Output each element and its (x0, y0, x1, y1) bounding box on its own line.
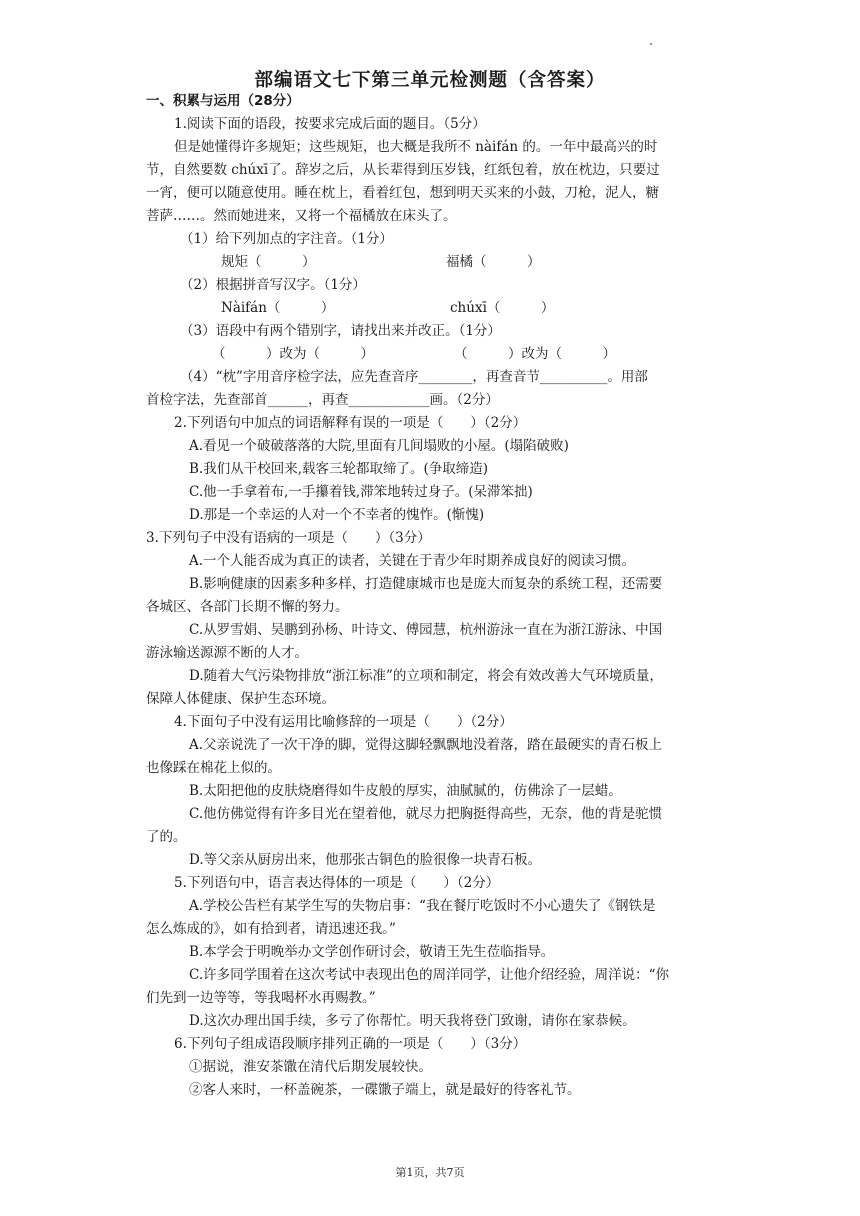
option-line: D.随着大气污染物排放“浙江标准”的立项和制定，将会有效改善大气环境质量， (189, 668, 663, 684)
sentence-line: ①据说，淮安茶馓在清代后期发展较快。 (189, 1059, 432, 1075)
option-line: A.一个人能否成为真正的读者，关键在于青少年时期养成良好的阅读习惯。 (189, 553, 636, 569)
option-line-cont: 各城区、各部门长期不懈的努力。 (146, 599, 349, 615)
option-line: C.他仿佛觉得有许多目光在望着他，就尽力把胸挺得高些，无奈，他的背是驼惯 (189, 806, 663, 822)
answer-blank: Nàifán（ ） (221, 300, 335, 316)
subquestion-2: （2）根据拼音写汉字。（1分） (180, 277, 366, 293)
subquestion-3: （3）语段中有两个错别字，请找出来并改正。（1分） (180, 323, 501, 339)
answer-blank: 规矩（ ） (221, 254, 316, 270)
option-line-cont: 也像踩在棉花上似的。 (146, 760, 281, 776)
option-line-cont: 保障人体健康、保护生态环境。 (146, 691, 335, 707)
option-line: B.太阳把他的皮肤烧磨得如牛皮般的厚实，油腻腻的，仿佛涂了一层蜡。 (189, 783, 622, 799)
scan-speck (650, 43, 652, 45)
option-line: A.学校公告栏有某学生写的失物启事：“我在餐厅吃饭时不小心遗失了《钢铁是 (189, 898, 656, 914)
option-line: C.他一手拿着布,一手攥着钱,滞笨地转过身子。(呆滞笨拙) (189, 484, 533, 500)
answer-blank: chúxī（ ） (450, 300, 555, 316)
option-line: D.这次办理出国手续，多亏了你帮忙。明天我将登门致谢，请你在家恭候。 (189, 1013, 636, 1029)
option-line-cont: 们先到一边等等，等我喝杯水再赐教。” (146, 990, 376, 1006)
answer-blank: （ ）改为（ ） (454, 346, 616, 362)
sentence-line: ②客人来时，一杯盖碗茶，一碟馓子端上，就是最好的待客礼节。 (189, 1082, 581, 1098)
subquestion-4-cont: 首检字法，先查部首______，再查____________画。（2分） (146, 392, 499, 408)
option-line: B.影响健康的因素多种多样，打造健康城市也是庞大而复杂的系统工程，还需要 (189, 576, 663, 592)
option-line: B.我们从干校回来,载客三轮都取缔了。(争取缔造) (189, 461, 489, 477)
option-line-cont: 怎么炼成的》，如有拾到者，请迅速还我。” (146, 921, 396, 937)
option-line: B.本学会于明晚举办文学创作研讨会，敬请王先生莅临指导。 (189, 944, 555, 960)
subquestion-4: （4）“枕”字用音序检字法，应先查音序________，再查音节__________。用部 (180, 369, 648, 385)
option-line-cont: 游泳输送源源不断的人才。 (146, 645, 308, 661)
passage-line: 菩萨……。然而她进来，又将一个福橘放在床头了。 (146, 208, 457, 224)
page-footer: 第1页，共7页 (395, 1166, 465, 1179)
option-line: A.看见一个破破落落的大院,里面有几间塌败的小屋。(塌陷破败) (189, 438, 569, 454)
passage-line: 但是她懂得许多规矩；这些规矩，也大概是我所不 nàifán 的。一年中最高兴的时 (174, 139, 658, 155)
subquestion-1: （1）给下列加点的字注音。（1分） (180, 231, 393, 247)
answer-blank: （ ）改为（ ） (212, 346, 374, 362)
passage-line: 一宵，便可以随意使用。睡在枕上，看着红包，想到明天买来的小鼓，刀枪，泥人，糖 (146, 185, 659, 201)
option-line-cont: 了的。 (146, 829, 187, 845)
option-line: D.那是一个幸运的人对一个不幸者的愧怍。(惭愧) (189, 507, 485, 523)
question-2-stem: 2.下列语句中加点的词语解释有误的一项是（ ）（2分） (174, 415, 527, 431)
option-line: D.等父亲从厨房出来，他那张古铜色的脸很像一块青石板。 (189, 852, 542, 868)
answer-blank: 福橘（ ） (446, 254, 541, 270)
question-4-stem: 4.下面句子中没有运用比喻修辞的一项是（ ）（2分） (174, 714, 513, 730)
option-line: C.从罗雪娟、吴鹏到孙杨、叶诗文、傅园慧，杭州游泳一直在为浙江游泳、中国 (189, 622, 663, 638)
question-5-stem: 5.下列语句中，语言表达得体的一项是（ ）（2分） (174, 875, 500, 891)
question-3-stem: 3.下列句子中没有语病的一项是（ ）（3分） (146, 530, 431, 546)
question-6-stem: 6.下列句子组成语段顺序排列正确的一项是（ ）（3分） (174, 1036, 527, 1052)
passage-line: 节，自然要数 chúxī了。辞岁之后，从长辈得到压岁钱，红纸包着，放在枕边，只要过 (146, 162, 660, 178)
question-1-stem: 1.阅读下面的语段，按要求完成后面的题目。（5分） (174, 116, 486, 132)
option-line: A.父亲说洗了一次干净的脚，觉得这脚轻飘飘地没着落，踏在最硬实的青石板上 (189, 737, 663, 753)
option-line: C.许多同学围着在这次考试中表现出色的周洋同学，让他介绍经验，周洋说：“你 (189, 967, 670, 983)
section-heading: 一、积累与运用（28分） (146, 93, 300, 109)
document-title: 部编语文七下第三单元检测题（含答案） (254, 70, 606, 91)
